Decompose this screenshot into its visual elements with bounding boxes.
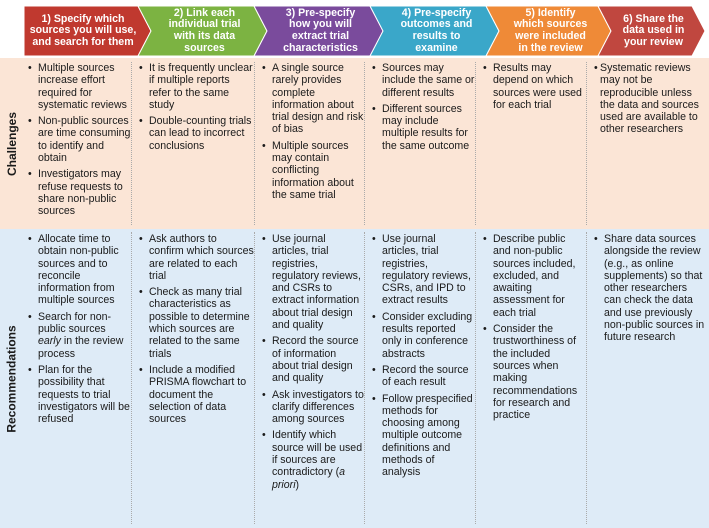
recommendations-item: • Share data sources alongside the review (e.g., as online supplements) so that other researchers can check the data and use previously non-public sources in future research: [594, 233, 705, 344]
column-divider: [475, 62, 476, 225]
challenges-column-1: [28, 62, 131, 222]
recommendations-label: Recommendations: [5, 324, 20, 433]
challenges-list: [139, 62, 254, 152]
challenges-item: • Sources may include the same or different results: [372, 62, 475, 99]
challenges-list: [372, 62, 475, 152]
recommendations-item: • Allocate time to obtain non-public sources and to reconcile information from multiple sources: [28, 233, 131, 307]
challenges-item: • Double-counting trials can lead to incorrect conclusions: [139, 115, 254, 152]
challenges-item: • Non-public sources are time consuming to identify and obtain: [28, 115, 131, 164]
column-divider: [586, 232, 587, 524]
challenges-list: [594, 62, 705, 136]
recommendations-item: • Check as many trial characteristics as possible to determine which sources are related to the same trials: [139, 286, 254, 360]
recommendations-item-emphasis: early: [38, 335, 61, 348]
column-divider: [254, 62, 255, 225]
challenges-column-2: [139, 62, 254, 156]
column-divider: [254, 232, 255, 524]
recommendations-list: [139, 233, 254, 425]
challenges-list: [483, 62, 586, 111]
recommendations-list: [372, 233, 475, 479]
column-divider: [131, 62, 132, 225]
recommendations-item: • Ask investigators to clarify differences among sources: [262, 389, 364, 426]
recommendations-item: • Use journal articles, trial registries, regulatory reviews, CSRs, and IPD to extract results: [372, 233, 475, 307]
column-divider: [475, 232, 476, 524]
column-divider: [586, 62, 587, 225]
recommendations-item-text: Identify which source will be used if sources are contradictory (: [272, 429, 363, 479]
recommendations-item: • Use journal articles, trial registries, regulatory reviews, and CSRs to extract information about trial design and quality: [262, 233, 364, 331]
column-divider: [364, 232, 365, 524]
recommendations-list: [262, 233, 364, 491]
recommendations-item: • Record the source of each result: [372, 364, 475, 389]
recommendations-column-2: [139, 233, 254, 429]
recommendations-column-4: [372, 233, 475, 483]
stage-6-title: 6) Share the data used in your review: [622, 12, 685, 48]
recommendations-list: [28, 233, 131, 425]
stage-2-title: 2) Link each individual trial with its data sources: [168, 6, 241, 54]
challenges-item: • Investigators may refuse requests to share non-public sources: [28, 168, 131, 217]
recommendations-item: • Describe public and non-public sources included, excluded, and awaiting assessment for each trial: [483, 233, 586, 319]
challenges-row-label: [0, 58, 24, 229]
recommendations-column-6: [594, 233, 705, 348]
recommendations-column-5: [483, 233, 586, 425]
challenges-column-4: [372, 62, 475, 156]
recommendations-column-1: [28, 233, 131, 429]
recommendations-item: [28, 311, 131, 360]
recommendations-item: • Consider the trustworthiness of the included sources when making recommendations for research and practice: [483, 323, 586, 421]
stage-5-title: 5) Identify which sources were included in the review: [513, 6, 588, 54]
recommendations-list: [594, 233, 705, 344]
challenges-item: • Different sources may include multiple results for the same outcome: [372, 103, 475, 152]
challenges-item: • Multiple sources increase effort required for systematic reviews: [28, 62, 131, 111]
recommendations-list: [483, 233, 586, 421]
challenges-label: Challenges: [5, 111, 19, 176]
challenges-column-3: [262, 62, 364, 205]
recommendations-item-text: Search for non-public sources: [38, 310, 112, 336]
recommendations-item: • Record the source of information about trial design and quality: [262, 335, 364, 384]
challenges-item: • A single source rarely provides complete information about trial design and risk of bias: [262, 62, 364, 136]
challenges-column-6: [594, 62, 705, 140]
recommendations-item-text: in the review process: [38, 335, 124, 360]
column-divider: [131, 232, 132, 524]
recommendations-item: • Ask authors to confirm which sources are related to each trial: [139, 233, 254, 282]
challenges-list: [262, 62, 364, 201]
column-divider: [364, 62, 365, 225]
recommendations-item: • Consider excluding results reported only in conference abstracts: [372, 311, 475, 360]
recommendations-item: • Include a modified PRISMA flowchart to document the selection of data sources: [139, 364, 254, 425]
recommendations-item: • Plan for the possibility that requests to trial investigators will be refused: [28, 364, 131, 425]
challenges-item: • Multiple sources may contain conflicting information about the same trial: [262, 140, 364, 201]
recommendations-item-emphasis: a priori: [272, 466, 346, 491]
stage-4-title: 4) Pre-specify outcomes and results to examine: [400, 6, 473, 54]
challenges-item: • It is frequently unclear if multiple reports refer to the same study: [139, 62, 254, 111]
challenges-item: • Results may depend on which sources were used for each trial: [483, 62, 586, 111]
recommendations-item: • Follow prespecified methods for choosing among multiple outcome definitions and methods of analysis: [372, 393, 475, 479]
recommendations-row-label: [0, 229, 24, 528]
challenges-item: • Systematic reviews may not be reproducible unless the data and sources used are available to other researchers: [594, 62, 705, 136]
stage-3-title: 3) Pre-specify how you will extract trial characteristics: [283, 6, 358, 54]
challenges-list: [28, 62, 131, 218]
recommendations-item: [262, 429, 364, 490]
stage-1-title: 1) Specify which sources you will use, and search for them: [29, 12, 137, 48]
challenges-column-5: [483, 62, 586, 115]
recommendations-column-3: [262, 233, 364, 495]
recommendations-item-text: ): [295, 478, 300, 491]
